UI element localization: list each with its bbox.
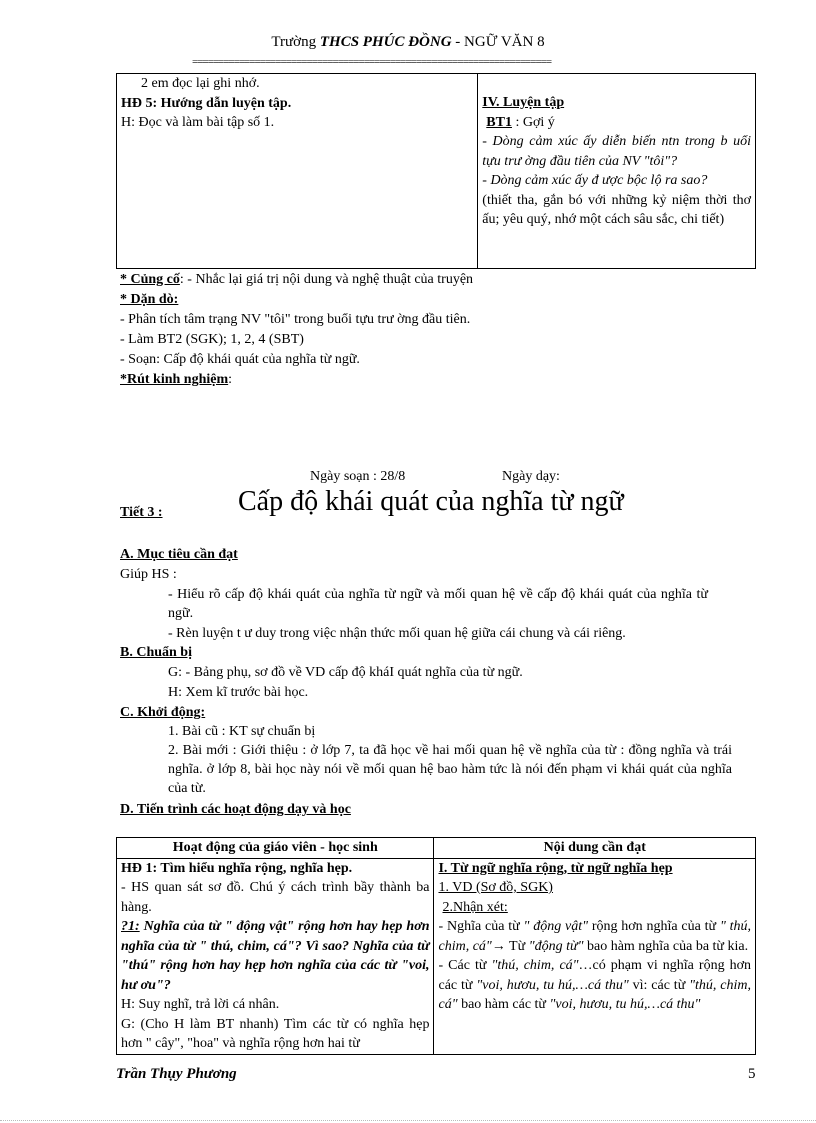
r1-f: "động từ" (528, 938, 584, 954)
activity-1-question (121, 917, 429, 995)
header-prefix: Trường (271, 34, 317, 50)
activity-table (116, 837, 756, 1055)
exercise-table (116, 73, 756, 269)
header-rule: ===================================================================== (192, 56, 552, 68)
r1-c: rộng hơn nghĩa của từ (591, 919, 717, 934)
r2-b: "thú, chim, cá" (491, 958, 579, 973)
bt1-label: BT1 (486, 114, 512, 130)
activity-1-p2: H: Suy nghĩ, trả lời cá nhân. (121, 997, 280, 1012)
col-header-activities: Hoạt động của giáo viên - học sinh (117, 838, 434, 859)
left-line-1: 2 em đọc lại ghi nhớ. (141, 76, 260, 91)
section-b-title: B. Chuẩn bị (120, 645, 192, 660)
page-bottom-divider (0, 1120, 816, 1121)
section-a-intro: Giúp HS : (120, 567, 177, 582)
r2-f: "thú, chim, cá" (438, 977, 752, 1012)
r1-e: Từ (509, 938, 526, 954)
question-2: - Dòng cảm xúc ấy đ ược bộc lộ ra sao? (482, 173, 708, 188)
section-a-item-1: - Hiểu rõ cấp độ khái quát của nghĩa từ ngữ và mối quan hệ về cấp độ khái quát của nghĩa từ ngữ. (168, 587, 708, 621)
section-c-item-2: 2. Bài mới : Giới thiệu : ở lớp 7, ta đã học về hai mối quan hệ về nghĩa của từ : đồng nghĩa và trái nghĩa. ở lớp 8, bài học này nói về mối quan hệ bao hàm tức là nói đến phạm vi khái quát của nghĩa của từ. (168, 743, 732, 796)
consolidation-text: : - Nhắc lại giá trị nội dung và nghệ thuật của truyện (179, 272, 474, 287)
r2-c: …có phạm vi nghĩa rộng hơn các từ (438, 958, 751, 993)
section-b-item-2: H: Xem kĩ trước bài học. (168, 685, 309, 700)
r1-d: " thú, chim, cá" (438, 919, 752, 954)
content-heading: I. Từ ngữ nghĩa rộng, từ ngữ nghĩa hẹp (438, 860, 673, 876)
col-header-content: Nội dung cần đạt (434, 838, 756, 859)
question-label: ?1: (121, 919, 140, 934)
section-b-item-1: G: - Bảng phụ, sơ đồ về VD cấp độ kháI quát nghĩa của từ ngữ. (168, 665, 523, 680)
section-c-title: C. Khởi động: (120, 705, 206, 720)
experience-suffix: : (228, 372, 233, 387)
bt1-suffix: : Gợi ý (515, 114, 555, 130)
header-suffix: - NGỮ VĂN 8 (455, 34, 545, 50)
exercise-right-cell (478, 74, 756, 269)
activity-1-p3: G: (Cho H làm BT nhanh) Tìm các từ có nghĩa hẹp hơn " cây", "hoa" và nghĩa rộng hơn hai từ (121, 1016, 430, 1051)
question-1: - Dòng cảm xúc ấy diễn biến ntn trong b uổi tựu trư ờng đầu tiên của NV "tôi"? (482, 134, 751, 169)
activities-cell (117, 858, 434, 1054)
lesson-title: Cấp độ khái quát của nghĩa từ ngữ (238, 486, 624, 517)
r1-a: - Nghĩa của từ (438, 919, 520, 934)
r2-e: vì: các từ (632, 977, 686, 993)
page-header (0, 34, 816, 51)
section-a-title: A. Mục tiêu cần đạt (120, 547, 238, 562)
consolidation-label: * Củng cố (120, 272, 180, 287)
section-d-title: D. Tiến trình các hoạt động dạy và học (120, 802, 351, 817)
prepared-date: Ngày soạn : 28/8 (310, 469, 406, 484)
activity-1-heading: HĐ 1: Tìm hiểu nghĩa rộng, nghĩa hẹp. (121, 860, 353, 876)
experience-label: *Rút kinh nghiệm (120, 372, 229, 387)
exercise-left-cell (117, 74, 478, 269)
content-remark-1 (438, 917, 751, 956)
footer-author: Trần Thụy Phương (116, 1066, 237, 1082)
right-arrow-icon: → (491, 938, 506, 954)
r1-g: bao hàm nghĩa của ba từ kia. (586, 938, 749, 954)
section-a-item-2: - Rèn luyện t ư duy trong việc nhận thức mối quan hệ giữa cái chung và cái riêng. (168, 626, 626, 641)
r1-b: " động vật" (523, 919, 588, 934)
lesson-label: Tiết 3 : (120, 505, 163, 520)
r2-a: - Các từ (438, 958, 487, 973)
experience-line (120, 370, 232, 389)
homework-item-2: - Làm BT2 (SGK); 1, 2, 4 (SBT) (120, 332, 304, 347)
activity-5-heading: HĐ 5: Hướng dẫn luyện tập. (121, 95, 292, 111)
question-2-answer: (thiết tha, gắn bó với những kỷ niệm thời thơ ấu; yêu quý, nhớ một cách sâu sắc, chi tiết) (482, 192, 751, 227)
left-line-3: H: Đọc và làm bài tập số 1. (121, 115, 275, 130)
question-text: Nghĩa của từ " động vật" rộng hơn hay hẹp hơn nghĩa của từ " thú, chim, cá"? Vì sao? Nghĩa của từ "thú" rộng hơn hay hẹp hơn nghĩa của các từ "voi, hư ơu"? (121, 919, 430, 993)
taught-date: Ngày dạy: (502, 469, 560, 484)
content-remark-2 (438, 956, 751, 1015)
school-name: THCS PHÚC ĐỒNG (319, 34, 452, 50)
section-c-item-1: 1. Bài cũ : KT sự chuẩn bị (168, 724, 316, 739)
content-example: 1. VD (Sơ đồ, SGK) (438, 880, 553, 895)
content-remark: 2.Nhận xét: (442, 899, 508, 915)
practice-heading: IV. Luyện tập (482, 95, 565, 110)
page-number: 5 (748, 1066, 756, 1082)
bt1-line (482, 113, 751, 133)
r2-g: bao hàm các từ (461, 997, 547, 1012)
homework-item-3: - Soạn: Cấp độ khái quát của nghĩa từ ngữ. (120, 352, 360, 367)
r2-d: "voi, hươu, tu hú,…cá thu" (476, 977, 629, 993)
consolidation-line (120, 270, 473, 289)
r2-h: "voi, hươu, tu hú,…cá thu" (549, 997, 701, 1012)
homework-label: * Dặn dò: (120, 292, 179, 307)
activity-1-p1: - HS quan sát sơ đồ. Chú ý cách trình bầy thành ba hàng. (121, 880, 430, 915)
content-cell (434, 858, 756, 1054)
homework-item-1: - Phân tích tâm trạng NV "tôi" trong buổi tựu trư ờng đầu tiên. (120, 312, 471, 327)
